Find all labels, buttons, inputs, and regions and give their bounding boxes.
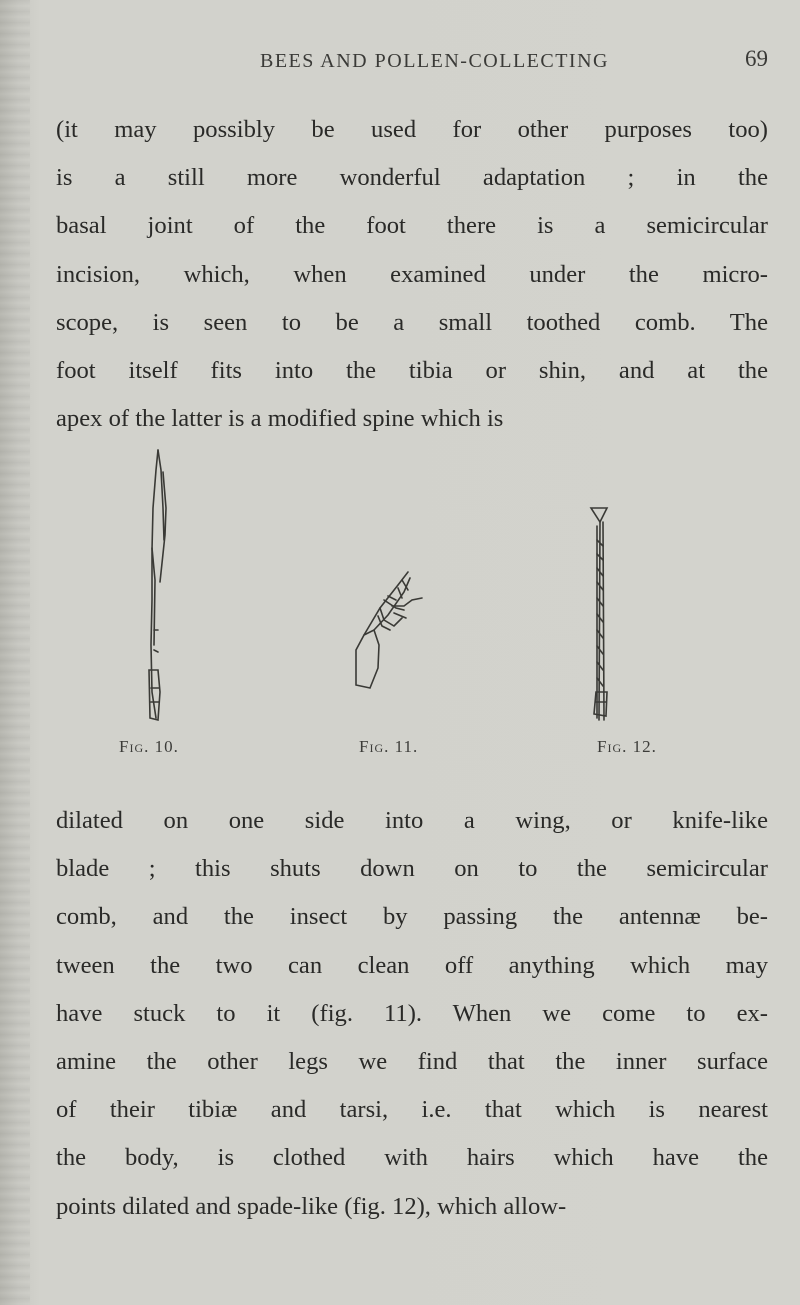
figure-10-illustration — [0, 430, 800, 730]
text-line: foot itself fits into the tibia or shin, and at the — [56, 357, 768, 385]
paragraph-1 — [56, 106, 768, 443]
paragraph-2 — [56, 797, 768, 1231]
figure-plate — [0, 430, 800, 770]
page-number: 69 — [745, 46, 768, 71]
text-line: points dilated and spade-like (fig. 12), which allow- — [56, 1192, 567, 1220]
text-line: (it may possibly be used for other purposes too) — [56, 116, 768, 143]
text-line: apex of the latter is a modified spine which is — [56, 405, 504, 433]
figure-10-caption: Fig. 10. — [119, 737, 179, 756]
text-line: blade ; this shuts down on to the semicircular — [56, 855, 768, 883]
text-line: is a still more wonderful adaptation ; in the — [56, 164, 768, 192]
figure-11-caption: Fig. 11. — [359, 737, 419, 756]
text-line: comb, and the insect by passing the antennæ be- — [56, 903, 768, 931]
text-line: scope, is seen to be a small toothed comb. The — [56, 308, 768, 336]
text-line: incision, which, when examined under the micro- — [56, 260, 768, 288]
figure-12-caption: Fig. 12. — [597, 737, 657, 756]
text-line: amine the other legs we find that the inner surface — [56, 1048, 768, 1076]
text-line: of their tibiæ and tarsi, i.e. that which is nearest — [56, 1096, 768, 1124]
text-line: basal joint of the foot there is a semicircular — [56, 212, 768, 240]
text-line: tween the two can clean off anything which may — [56, 951, 768, 979]
running-head: BEES AND POLLEN-COLLECTING — [260, 50, 609, 72]
text-line: have stuck to it (fig. 11). When we come to ex- — [56, 999, 768, 1027]
text-line: the body, is clothed with hairs which have the — [56, 1144, 768, 1172]
text-line: dilated on one side into a wing, or knife-like — [56, 807, 768, 834]
